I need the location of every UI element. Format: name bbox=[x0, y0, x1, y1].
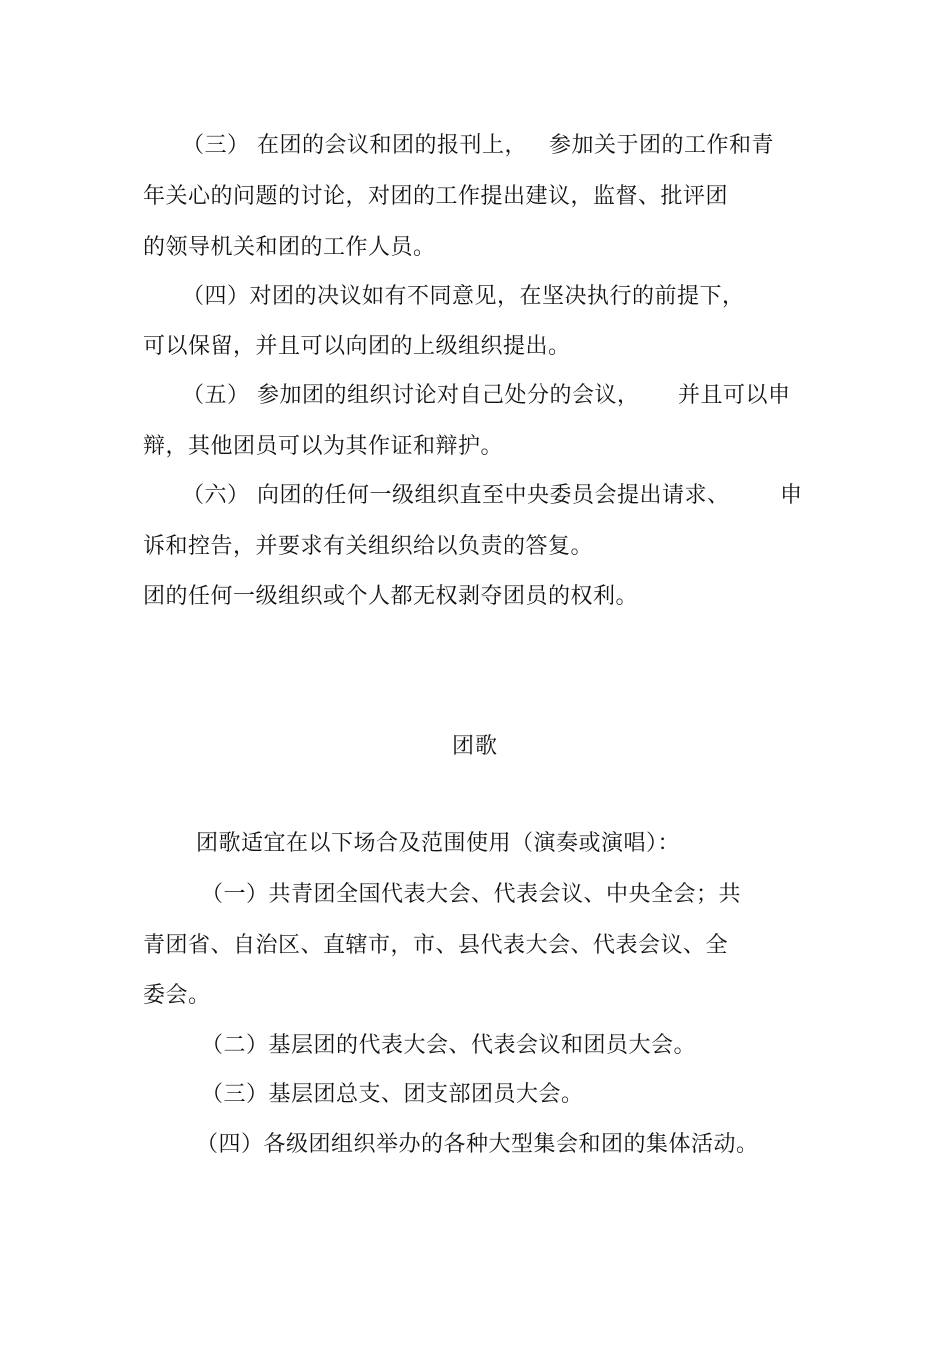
song-item3: （三）基层团总支、团支部团员大会。 bbox=[201, 1082, 584, 1107]
rights-item4-line2: 可以保留，并且可以向团的上级组织提出。 bbox=[143, 334, 571, 359]
rights-item5-line1b: 并且可以申 bbox=[678, 383, 791, 408]
rights-closing: 团的任何一级组织或个人都无权剥夺团员的权利。 bbox=[143, 584, 639, 609]
song-item4: （四）各级团组织举办的各种大型集会和团的集体活动。 bbox=[196, 1132, 759, 1157]
song-intro: 团歌适宜在以下场合及范围使用（演奏或演唱）： bbox=[196, 831, 681, 856]
song-item2: （二）基层团的代表大会、代表会议和团员大会。 bbox=[201, 1033, 697, 1058]
rights-item3-line2: 年关心的问题的讨论，对团的工作提出建议，监督、批评团 bbox=[143, 184, 729, 209]
rights-item6-line1a: （六） 向团的任何一级组织直至中央委员会提出请求、 bbox=[182, 483, 730, 508]
rights-item5-line1a: （五） 参加团的组织讨论对自己处分的会议， bbox=[182, 383, 640, 408]
rights-item3-line1a: （三） 在团的会议和团的报刊上， bbox=[182, 133, 527, 158]
rights-item3-line3: 的领导机关和团的工作人员。 bbox=[143, 235, 436, 260]
rights-item4-line1: （四）对团的决议如有不同意见，在坚决执行的前提下， bbox=[182, 284, 745, 309]
rights-item3-line1b: 参加关于团的工作和青 bbox=[549, 133, 775, 158]
rights-item6-line2: 诉和控告，并要求有关组织给以负责的答复。 bbox=[143, 534, 594, 559]
song-item1-line3: 委会。 bbox=[143, 983, 211, 1008]
song-item1-line1: （一）共青团全国代表大会、代表会议、中央全会；共 bbox=[201, 882, 742, 907]
song-item1-line2: 青团省、自治区、直辖市，市、县代表大会、代表会议、全 bbox=[143, 933, 729, 958]
song-title: 团歌 bbox=[451, 734, 498, 759]
rights-item5-line2: 辩，其他团员可以为其作证和辩护。 bbox=[143, 434, 504, 459]
rights-item6-line1b: 申 bbox=[780, 483, 803, 508]
